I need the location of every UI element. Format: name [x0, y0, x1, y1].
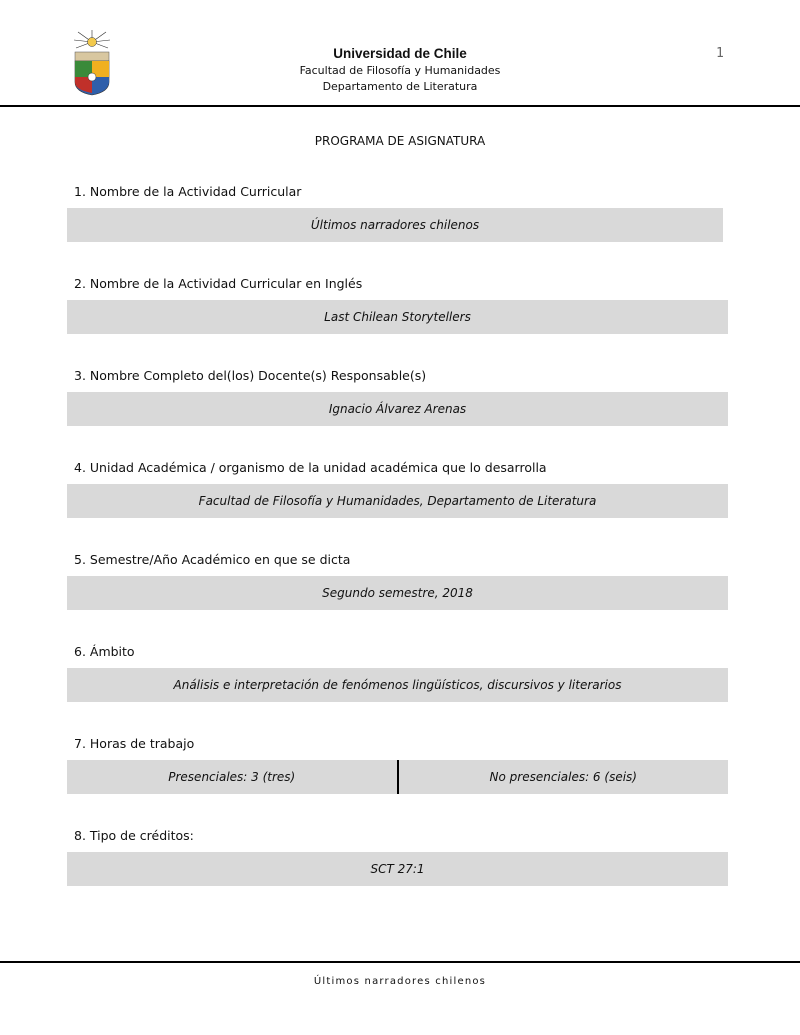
department-name: Departamento de Literatura	[322, 80, 478, 93]
section-8-label: 8. Tipo de créditos:	[74, 828, 194, 843]
faculty-name: Facultad de Filosofía y Humanidades	[299, 64, 501, 77]
page-header	[0, 0, 800, 108]
footer-divider	[0, 961, 800, 963]
presencial-hours: Presenciales: 3 (tres)	[168, 770, 296, 784]
section-3-label: 3. Nombre Completo del(los) Docente(s) Responsable(s)	[74, 368, 427, 383]
section-4-value: Facultad de Filosofía y Humanidades, Departamento de Literatura	[67, 484, 728, 518]
section-8-value: SCT 27:1	[67, 852, 728, 886]
section-1-value: Últimos narradores chilenos	[67, 208, 723, 242]
section-7-hours-row	[67, 760, 728, 794]
section-1-label: 1. Nombre de la Actividad Curricular	[74, 184, 302, 199]
university-name: Universidad de Chile	[333, 46, 467, 61]
page-number: 1	[716, 46, 724, 61]
section-6-value: Análisis e interpretación de fenómenos lingüísticos, discursivos y literarios	[67, 668, 728, 702]
document-title: PROGRAMA DE ASIGNATURA	[314, 134, 486, 148]
section-5-label: 5. Semestre/Año Académico en que se dicta	[74, 552, 351, 567]
section-2-label: 2. Nombre de la Actividad Curricular en Inglés	[74, 276, 363, 291]
section-5-value: Segundo semestre, 2018	[67, 576, 728, 610]
section-4-label: 4. Unidad Académica / organismo de la unidad académica que lo desarrolla	[74, 460, 547, 475]
section-3-value: Ignacio Álvarez Arenas	[67, 392, 728, 426]
non-presencial-hours: No presenciales: 6 (seis)	[489, 770, 637, 784]
section-7-label: 7. Horas de trabajo	[74, 736, 195, 751]
section-2-value: Last Chilean Storytellers	[67, 300, 728, 334]
page-footer: Últimos narradores chilenos	[313, 976, 487, 987]
header-divider	[0, 105, 800, 107]
section-6-label: 6. Ámbito	[74, 644, 135, 659]
